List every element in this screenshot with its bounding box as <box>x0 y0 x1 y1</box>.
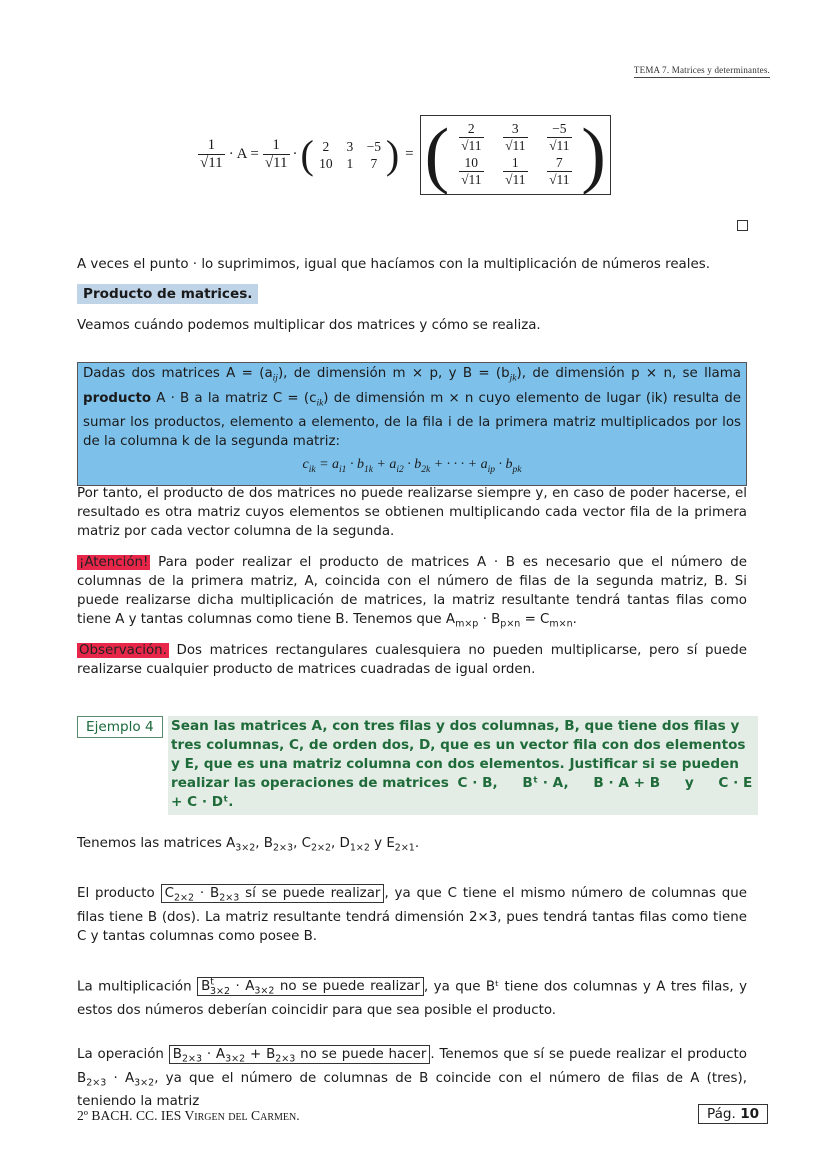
paragraph-3: Por tanto, el producto de dos matrices no puede realizarse siempre y, en caso de poder hacerse, el resultado es otra matriz cuyos elementos se obtienen multiplicando cada vector fila de la primera matriz por cada vector columna de la segunda. <box>77 486 747 539</box>
product-formula: $c_{ik} = a_{i1} \cdot b_{1k} + a_{i2} \cdot b_{2k}$ + · · · + $a_{ip} \cdot b_{pk}$ <box>302 457 522 476</box>
paragraph-product-bta: La multiplicación $B^t_{3\times 2} \cdot A_{3\times 2}$ no se puede realizar , ya que Bᵗ tiene dos columnas y A tres filas, y estos dos números deberían coincidir para que sea posible el producto. <box>77 977 747 1019</box>
dot-operator: · <box>292 146 298 162</box>
paragraph-2: Veamos cuándo podemos multiplicar dos matrices y cómo se realiza. <box>77 318 541 333</box>
paragraph-product-cb: El producto $C_{2\times 2} \cdot B_{2\times 3}$ sí se puede realizar , ya que C tiene el mismo número de columnas que filas tiene B (dos). La matriz resultante tendrá dimensión 2×3, pues tendrá tantas filas como tiene C y tantas columnas como posee B. <box>77 886 747 944</box>
paragraph-matrices-list: Tenemos las matrices $A_{3\times 2}$, $B_{2\times 3}$, $C_{2\times 2}$, $D_{1\times 2}$ y $E_{2\times 1}$. <box>77 836 420 854</box>
example-op-2: Bᵗ · A, <box>522 775 569 791</box>
equals-sign: = <box>405 146 414 162</box>
example-body: Sean las matrices A, con tres filas y dos columnas, B, que tiene dos filas y tres columnas, C, de orden dos, D, que es un vector fila con dos elementos y E, que es una matriz columna con dos elementos. Justificar si se pueden realizar las operaciones de matrices C · B, Bᵗ · A, B · A + B y C · E + C · Dᵗ. <box>168 716 758 815</box>
qed-square <box>737 220 748 231</box>
times-a: · A = <box>228 146 259 162</box>
boxed-cb: $C_{2\times 2} \cdot B_{2\times 3}$ sí se puede realizar <box>161 884 385 903</box>
example-label: Ejemplo 4 <box>77 716 163 738</box>
definition-box: Dadas dos matrices $A = (a_{ij})$, de dimensión m × p, y $B = (b_{jk})$, de dimensión p × n, se llama producto A · B a la matriz $C = (c_{ik})$ de dimensión m × n cuyo elemento de lugar (ik) resulta de sumar los productos, elemento a elemento, de la fila i de la primera matriz multiplicados por los de la columna k de la segunda matriz: $c_{ik} = a_{i1} \cdot b_{1k} + a_{i2} \cdot b_{2k}$ + · · · + $a_{ip} \cdot b_{pk}$ <box>77 362 747 486</box>
page-number-box: Pág. 10 <box>698 1104 768 1124</box>
page-number: 10 <box>740 1106 760 1122</box>
fraction-lhs: $\frac{1}{√11}$ <box>200 137 223 171</box>
observation-paragraph: Observación. Dos matrices rectangulares cualesquiera no pueden multiplicarse, pero sí puede realizarse cualquier producto de matrices cuadradas de igual orden. <box>77 643 747 677</box>
example-op-1: C · B, <box>457 775 498 791</box>
paragraph-1: A veces el punto · lo suprimimos, igual que hacíamos con la multiplicación de números reales. <box>77 257 710 272</box>
section-title: Producto de matrices. <box>77 284 258 304</box>
boxed-bta: $B^t_{3\times 2} \cdot A_{3\times 2}$ no se puede realizar <box>197 977 424 996</box>
example-op-4: y <box>684 775 694 791</box>
footer-school: 2º BACH. CC. IES Virgen del Carmen. <box>77 1108 300 1123</box>
boxed-ba-plus-b: $B_{2\times 3} \cdot A_{3\times 2} + B_{2\times 3}$ no se puede hacer <box>169 1045 431 1064</box>
scalar-equation: $\frac{1}{√11}$ · A = $\frac{1}{√11}$ · ( 2 3 −5 10 1 7 ) = ( $\frac{2}{√11}$ $\frac{3}{√11}$ $\frac{-5}{√11}$ $\frac{10}{√11}$ $\frac{1}{√11}$ $\frac{7}{√11}$ ) <box>198 112 628 197</box>
result-matrix: $\frac{2}{√11}$ $\frac{3}{√11}$ $\frac{-5}{√11}$ $\frac{10}{√11}$ $\frac{1}{√11}$ $\frac{7}{√11}$ <box>461 121 570 187</box>
attention-paragraph: ¡Atención! Para poder realizar el producto de matrices A · B es necesario que el número de columnas de la primera matriz, A, coincida con el número de filas de la segunda matriz, B. Si puede realizarse dicha multiplicación de matrices, la matriz resultante tendrá tantas filas como tiene A y tantas columnas como tiene B. Tenemos que $A_{m\times p} \cdot B_{p\times n} = C_{m\times n}$. <box>77 555 747 630</box>
example-op-5: C · E + C · Dᵗ. <box>171 775 753 810</box>
definition-term: producto <box>83 390 152 406</box>
matrix-a: 2 3 −5 10 1 7 <box>319 138 382 171</box>
page-header: TEMA 7. Matrices y determinantes. <box>634 65 770 78</box>
attention-tag: ¡Atención! <box>79 555 149 570</box>
fraction-mid: $\frac{1}{√11}$ <box>264 137 288 171</box>
paragraph-operation-ba-b: La operación $B_{2\times 3} \cdot A_{3\times 2} + B_{2\times 3}$ no se puede hacer . Tenemos que sí se puede realizar el producto $B_{2\times 3} \cdot A_{3\times 2}$, ya que el número de columnas de B coincide con el número de filas de A (tres), teniendo la matriz <box>77 1047 747 1110</box>
example-op-3: B · A + B <box>593 775 661 791</box>
observation-tag: Observación. <box>79 643 167 658</box>
result-matrix-box: ( $\frac{2}{√11}$ $\frac{3}{√11}$ $\frac{-5}{√11}$ $\frac{10}{√11}$ $\frac{1}{√11}$ $\frac{7}{√11}$ ) <box>420 115 611 195</box>
